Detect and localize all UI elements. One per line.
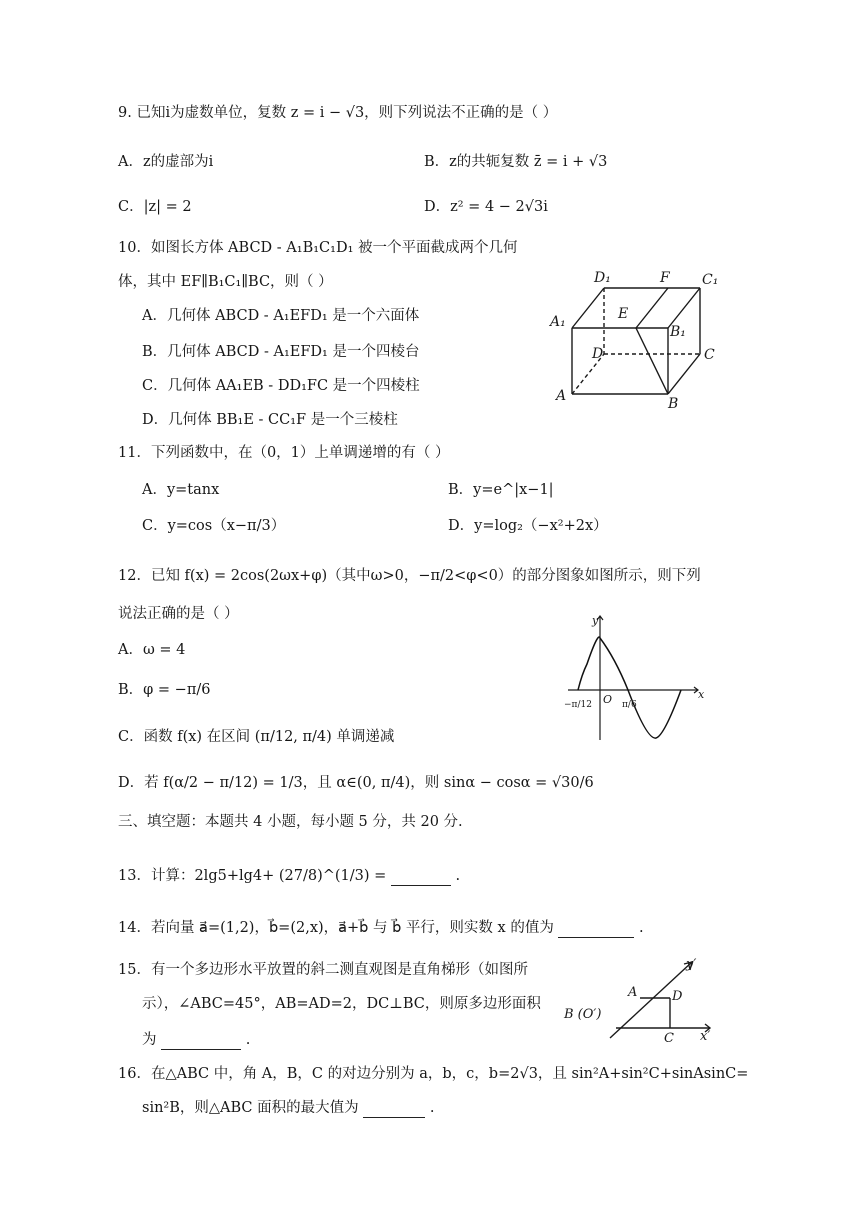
q15-stem-line1: 15．有一个多边形水平放置的斜二测直观图是直角梯形（如图所 (118, 962, 528, 978)
cosine-curve (578, 637, 681, 738)
q16-stem-line1: 16．在△ABC 中，角 A，B，C 的对边分别为 a，b，c，b=2√3，且 sin²A+sin²C+sinAsinC= (118, 1066, 749, 1082)
y-axis-label: y (592, 614, 599, 627)
q14-end: . (639, 920, 644, 936)
label-c: C (664, 1031, 674, 1044)
q11-option-a: A．y=tanx (142, 482, 220, 498)
q13-stem: 13．计算：2lg5+lg4+ (27/8)^(1/3) = (118, 868, 387, 884)
q10-stem-line1: 10．如图长方体 ABCD - A₁B₁C₁D₁ 被一个平面截成两个几何 (118, 240, 518, 256)
q11-option-c: C．y=cos（x−π/3） (142, 518, 286, 534)
q16-end: . (429, 1100, 435, 1116)
q12-stem-line2: 说法正确的是（ ） (118, 606, 239, 622)
q16-line2 (142, 1098, 434, 1118)
label-d: D (672, 989, 683, 1004)
q12-option-a: A．ω = 4 (118, 642, 186, 658)
q15-end: . (245, 1032, 251, 1048)
q12-cosine-graph (560, 608, 710, 748)
q10-cuboid-figure (548, 262, 728, 412)
q14-answer-blank[interactable] (558, 937, 634, 938)
q10-option-a: A．几何体 ABCD - A₁EFD₁ 是一个六面体 (142, 308, 420, 324)
section-3-heading: 三、填空题：本题共 4 小题，每小题 5 分，共 20 分. (118, 814, 463, 830)
q11-option-b: B．y=e^|x−1| (448, 482, 554, 498)
q15-stem-line2: 示），∠ABC=45°，AB=AD=2，DC⊥BC，则原多边形面积 (142, 996, 541, 1012)
q9-option-d: D．z² = 4 − 2√3i (424, 199, 548, 215)
label-f: F (660, 270, 670, 286)
q15-line3 (142, 1030, 250, 1050)
q11-option-d: D．y=log₂（−x²+2x） (448, 518, 608, 534)
label-y-prime: y′ (686, 957, 697, 972)
q16-answer-blank[interactable] (363, 1117, 425, 1118)
q12-option-c: C．函数 f(x) 在区间 (π/12, π/4) 单调递减 (118, 729, 395, 745)
q14-stem: 14．若向量 a⃗=(1,2)，b⃗=(2,x)，a⃗+b⃗ 与 b⃗ 平行，则实数 x 的值为 (118, 920, 554, 936)
q10-stem-line2: 体，其中 EF∥B₁C₁∥BC，则（ ） (118, 274, 333, 290)
x-axis-label: x (698, 688, 705, 701)
label-a: A (556, 388, 567, 404)
q13-line (118, 866, 460, 886)
label-b1: B₁ (670, 324, 686, 340)
label-e: E (618, 306, 629, 322)
q13-answer-blank[interactable] (391, 885, 451, 886)
label-x-prime: x′ (700, 1029, 711, 1044)
left-tick-label: −π/12 (564, 700, 592, 710)
label-b-origin: B (O′) (564, 1007, 602, 1022)
label-a: A (628, 985, 638, 1000)
q12-stem-line1: 12．已知 f(x) = 2cos(2ωx+φ)（其中ω>0，−π/2<φ<0）的部分图象如图所示，则下列 (118, 568, 701, 584)
q9-stem: 9. 已知i为虚数单位，复数 z = i − √3，则下列说法不正确的是（ ） (118, 105, 558, 121)
label-d1: D₁ (594, 270, 611, 286)
q12-option-b: B．φ = −π/6 (118, 682, 211, 698)
label-a1: A₁ (550, 314, 566, 330)
q11-stem: 11．下列函数中，在（0，1）上单调递增的有（ ） (118, 445, 450, 461)
origin-label: O (603, 693, 613, 706)
q9-option-c: C．|z| = 2 (118, 199, 192, 215)
q12-option-d: D．若 f(α/2 − π/12) = 1/3，且 α∈(0, π/4)，则 sinα − cosα = √30/6 (118, 775, 594, 791)
q10-option-b: B．几何体 ABCD - A₁EFD₁ 是一个四棱台 (142, 344, 420, 360)
q15-trapezoid-figure (562, 954, 722, 1044)
label-d: D (592, 346, 604, 362)
q16-stem-line2: sin²B，则△ABC 面积的最大值为 (142, 1100, 359, 1116)
q15-answer-blank[interactable] (161, 1049, 241, 1050)
q13-end: . (455, 868, 461, 884)
label-c1: C₁ (702, 272, 719, 288)
q14-line (118, 918, 644, 938)
label-c: C (704, 347, 715, 363)
q10-option-d: D．几何体 BB₁E - CC₁F 是一个三棱柱 (142, 412, 398, 428)
q9-option-a: A．z的虚部为i (118, 154, 214, 170)
q10-option-c: C．几何体 AA₁EB - DD₁FC 是一个四棱柱 (142, 378, 420, 394)
right-tick-label: π/6 (622, 700, 637, 710)
q15-stem-line3: 为 (142, 1032, 157, 1048)
label-b: B (668, 396, 679, 412)
q9-option-b: B．z的共轭复数 z̄ = i + √3 (424, 154, 608, 170)
